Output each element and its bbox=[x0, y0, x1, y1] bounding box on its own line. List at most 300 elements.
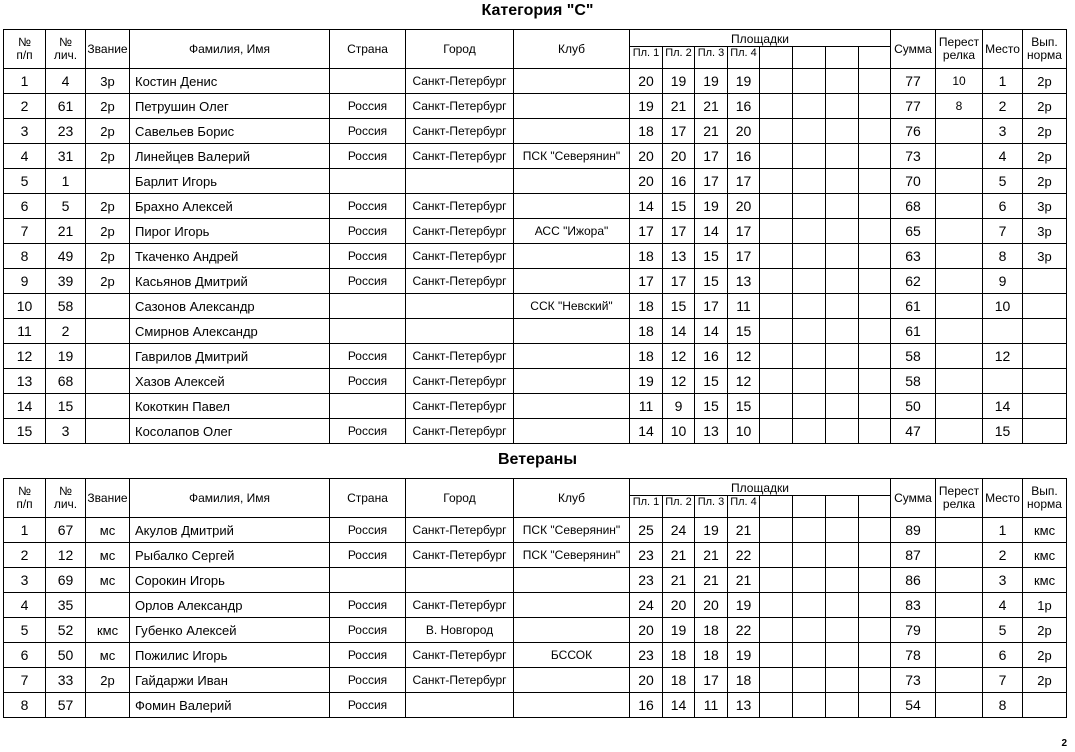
cell-site-1: 24 bbox=[630, 593, 663, 618]
cell-place: 4 bbox=[983, 593, 1023, 618]
cell-city: Санкт-Петербург bbox=[406, 69, 514, 94]
header-country: Страна bbox=[330, 30, 406, 69]
cell-city: Санкт-Петербург bbox=[406, 344, 514, 369]
cell-city: Санкт-Петербург bbox=[406, 369, 514, 394]
cell-city: Санкт-Петербург bbox=[406, 144, 514, 169]
cell-site-empty bbox=[826, 94, 859, 119]
cell-lic: 57 bbox=[46, 693, 86, 718]
cell-lic: 21 bbox=[46, 219, 86, 244]
cell-norm: 2р bbox=[1023, 119, 1067, 144]
cell-place: 12 bbox=[983, 344, 1023, 369]
header-name: Фамилия, Имя bbox=[130, 30, 330, 69]
header-rank: Звание bbox=[86, 479, 130, 518]
cell-name: Пожилис Игорь bbox=[130, 643, 330, 668]
cell-club: АСС "Ижора" bbox=[514, 219, 630, 244]
cell-site-empty bbox=[859, 319, 891, 344]
header-site-empty bbox=[760, 496, 793, 518]
cell-club: ПСК "Северянин" bbox=[514, 144, 630, 169]
cell-place: 15 bbox=[983, 419, 1023, 444]
cell-np: 1 bbox=[4, 69, 46, 94]
header-rank: Звание bbox=[86, 30, 130, 69]
cell-site-1: 23 bbox=[630, 543, 663, 568]
cell-city bbox=[406, 693, 514, 718]
table-row bbox=[4, 94, 1067, 119]
header-row bbox=[4, 30, 1067, 47]
header-site-empty bbox=[760, 47, 793, 69]
cell-name: Касьянов Дмитрий bbox=[130, 269, 330, 294]
cell-site-2: 19 bbox=[663, 69, 695, 94]
cell-site-empty bbox=[793, 518, 826, 543]
cell-site-empty bbox=[760, 319, 793, 344]
cell-site-2: 17 bbox=[663, 269, 695, 294]
cell-lic: 5 bbox=[46, 194, 86, 219]
cell-sum: 86 bbox=[891, 568, 936, 593]
section-title-veterans: Ветераны bbox=[498, 451, 577, 468]
header-site-3: Пл. 3 bbox=[695, 496, 728, 518]
cell-lic: 61 bbox=[46, 94, 86, 119]
cell-club bbox=[514, 369, 630, 394]
cell-site-empty bbox=[793, 693, 826, 718]
cell-sum: 87 bbox=[891, 543, 936, 568]
cell-name: Орлов Александр bbox=[130, 593, 330, 618]
cell-site-empty bbox=[826, 244, 859, 269]
cell-name: Фомин Валерий bbox=[130, 693, 330, 718]
cell-site-3: 15 bbox=[695, 394, 728, 419]
cell-rank bbox=[86, 169, 130, 194]
cell-site-1: 18 bbox=[630, 294, 663, 319]
cell-site-2: 16 bbox=[663, 169, 695, 194]
cell-place: 7 bbox=[983, 219, 1023, 244]
cell-site-empty bbox=[859, 244, 891, 269]
cell-country: Россия bbox=[330, 518, 406, 543]
cell-site-empty bbox=[760, 618, 793, 643]
cell-site-empty bbox=[793, 194, 826, 219]
cell-site-3: 20 bbox=[695, 593, 728, 618]
cell-np: 9 bbox=[4, 269, 46, 294]
cell-site-empty bbox=[826, 394, 859, 419]
cell-club bbox=[514, 319, 630, 344]
cell-shootoff bbox=[936, 219, 983, 244]
cell-sum: 58 bbox=[891, 344, 936, 369]
cell-sum: 77 bbox=[891, 69, 936, 94]
cell-norm bbox=[1023, 294, 1067, 319]
cell-site-empty bbox=[859, 543, 891, 568]
cell-club bbox=[514, 169, 630, 194]
cell-lic: 3 bbox=[46, 419, 86, 444]
table-row bbox=[4, 618, 1067, 643]
cell-site-1: 17 bbox=[630, 269, 663, 294]
cell-place: 2 bbox=[983, 543, 1023, 568]
cell-shootoff bbox=[936, 194, 983, 219]
cell-norm: 3р bbox=[1023, 194, 1067, 219]
cell-site-2: 14 bbox=[663, 693, 695, 718]
cell-rank bbox=[86, 319, 130, 344]
cell-club bbox=[514, 69, 630, 94]
cell-norm: 2р bbox=[1023, 69, 1067, 94]
cell-country: Россия bbox=[330, 219, 406, 244]
cell-site-empty bbox=[793, 369, 826, 394]
cell-name: Акулов Дмитрий bbox=[130, 518, 330, 543]
cell-site-empty bbox=[826, 219, 859, 244]
table-row bbox=[4, 219, 1067, 244]
cell-sum: 73 bbox=[891, 144, 936, 169]
cell-np: 3 bbox=[4, 119, 46, 144]
cell-site-1: 18 bbox=[630, 344, 663, 369]
cell-sum: 73 bbox=[891, 668, 936, 693]
cell-site-empty bbox=[826, 369, 859, 394]
cell-norm bbox=[1023, 344, 1067, 369]
cell-site-empty bbox=[760, 269, 793, 294]
cell-site-empty bbox=[859, 593, 891, 618]
cell-norm: 2р bbox=[1023, 169, 1067, 194]
cell-np: 14 bbox=[4, 394, 46, 419]
header-country: Страна bbox=[330, 479, 406, 518]
cell-city: Санкт-Петербург bbox=[406, 244, 514, 269]
cell-shootoff bbox=[936, 518, 983, 543]
cell-site-empty bbox=[793, 568, 826, 593]
cell-rank: 2р bbox=[86, 668, 130, 693]
cell-site-empty bbox=[793, 69, 826, 94]
cell-country: Россия bbox=[330, 643, 406, 668]
table-row bbox=[4, 419, 1067, 444]
cell-norm bbox=[1023, 394, 1067, 419]
cell-rank bbox=[86, 369, 130, 394]
cell-city: Санкт-Петербург bbox=[406, 194, 514, 219]
cell-norm: 2р bbox=[1023, 94, 1067, 119]
cell-site-4: 20 bbox=[728, 119, 760, 144]
cell-site-2: 21 bbox=[663, 94, 695, 119]
cell-name: Сазонов Александр bbox=[130, 294, 330, 319]
cell-site-3: 19 bbox=[695, 69, 728, 94]
table-row bbox=[4, 518, 1067, 543]
page-number: 2 bbox=[1061, 738, 1067, 749]
cell-lic: 23 bbox=[46, 119, 86, 144]
cell-site-empty bbox=[760, 94, 793, 119]
cell-name: Рыбалко Сергей bbox=[130, 543, 330, 568]
table-row bbox=[4, 643, 1067, 668]
cell-site-4: 13 bbox=[728, 693, 760, 718]
cell-country: Россия bbox=[330, 618, 406, 643]
cell-site-empty bbox=[793, 244, 826, 269]
table-row bbox=[4, 668, 1067, 693]
cell-country bbox=[330, 169, 406, 194]
cell-site-empty bbox=[826, 419, 859, 444]
cell-site-1: 18 bbox=[630, 119, 663, 144]
cell-site-empty bbox=[826, 294, 859, 319]
cell-name: Петрушин Олег bbox=[130, 94, 330, 119]
table-row bbox=[4, 394, 1067, 419]
cell-site-empty bbox=[826, 169, 859, 194]
cell-lic: 68 bbox=[46, 369, 86, 394]
cell-site-4: 12 bbox=[728, 369, 760, 394]
cell-name: Сорокин Игорь bbox=[130, 568, 330, 593]
cell-site-empty bbox=[793, 618, 826, 643]
cell-club bbox=[514, 618, 630, 643]
cell-np: 3 bbox=[4, 568, 46, 593]
cell-place: 6 bbox=[983, 194, 1023, 219]
cell-site-2: 17 bbox=[663, 119, 695, 144]
cell-site-3: 17 bbox=[695, 668, 728, 693]
cell-norm bbox=[1023, 269, 1067, 294]
cell-lic: 39 bbox=[46, 269, 86, 294]
cell-shootoff bbox=[936, 169, 983, 194]
cell-site-2: 18 bbox=[663, 643, 695, 668]
cell-shootoff bbox=[936, 244, 983, 269]
header-place: Место bbox=[983, 479, 1023, 518]
cell-site-empty bbox=[760, 568, 793, 593]
cell-norm: 3р bbox=[1023, 219, 1067, 244]
cell-city: Санкт-Петербург bbox=[406, 668, 514, 693]
header-site-empty bbox=[793, 496, 826, 518]
cell-rank: 2р bbox=[86, 269, 130, 294]
cell-sum: 61 bbox=[891, 319, 936, 344]
cell-name: Губенко Алексей bbox=[130, 618, 330, 643]
cell-country bbox=[330, 568, 406, 593]
cell-place: 1 bbox=[983, 518, 1023, 543]
cell-club bbox=[514, 668, 630, 693]
cell-country bbox=[330, 294, 406, 319]
cell-sum: 89 bbox=[891, 518, 936, 543]
cell-site-2: 15 bbox=[663, 294, 695, 319]
cell-site-1: 23 bbox=[630, 568, 663, 593]
cell-site-4: 17 bbox=[728, 219, 760, 244]
cell-norm: 2р bbox=[1023, 144, 1067, 169]
cell-rank: мс bbox=[86, 543, 130, 568]
cell-site-4: 10 bbox=[728, 419, 760, 444]
header-shootoff: Перест релка bbox=[936, 479, 983, 518]
cell-shootoff bbox=[936, 693, 983, 718]
header-site-1: Пл. 1 bbox=[630, 47, 663, 69]
cell-site-1: 20 bbox=[630, 69, 663, 94]
cell-shootoff bbox=[936, 543, 983, 568]
cell-club bbox=[514, 693, 630, 718]
section-title-category-c: Категория "С" bbox=[481, 2, 594, 19]
cell-site-1: 19 bbox=[630, 94, 663, 119]
cell-site-empty bbox=[859, 269, 891, 294]
cell-site-4: 16 bbox=[728, 144, 760, 169]
header-club: Клуб bbox=[514, 30, 630, 69]
cell-club bbox=[514, 269, 630, 294]
cell-place: 3 bbox=[983, 568, 1023, 593]
cell-np: 8 bbox=[4, 244, 46, 269]
cell-city: Санкт-Петербург bbox=[406, 394, 514, 419]
cell-country: Россия bbox=[330, 593, 406, 618]
cell-rank: мс bbox=[86, 643, 130, 668]
cell-lic: 49 bbox=[46, 244, 86, 269]
header-np: № п/п bbox=[4, 479, 46, 518]
header-sum: Сумма bbox=[891, 30, 936, 69]
cell-shootoff bbox=[936, 369, 983, 394]
cell-country: Россия bbox=[330, 94, 406, 119]
cell-name: Смирнов Александр bbox=[130, 319, 330, 344]
cell-site-empty bbox=[859, 69, 891, 94]
cell-city: Санкт-Петербург bbox=[406, 543, 514, 568]
cell-sum: 78 bbox=[891, 643, 936, 668]
cell-name: Косолапов Олег bbox=[130, 419, 330, 444]
cell-rank bbox=[86, 419, 130, 444]
cell-np: 7 bbox=[4, 668, 46, 693]
cell-site-2: 15 bbox=[663, 194, 695, 219]
cell-site-3: 15 bbox=[695, 369, 728, 394]
cell-site-empty bbox=[859, 294, 891, 319]
cell-club bbox=[514, 593, 630, 618]
cell-site-4: 13 bbox=[728, 269, 760, 294]
cell-name: Гайдаржи Иван bbox=[130, 668, 330, 693]
cell-site-3: 14 bbox=[695, 319, 728, 344]
cell-rank: 2р bbox=[86, 94, 130, 119]
cell-rank: 2р bbox=[86, 244, 130, 269]
cell-place bbox=[983, 369, 1023, 394]
cell-shootoff bbox=[936, 344, 983, 369]
cell-site-1: 17 bbox=[630, 219, 663, 244]
cell-place: 5 bbox=[983, 169, 1023, 194]
cell-np: 13 bbox=[4, 369, 46, 394]
cell-norm bbox=[1023, 693, 1067, 718]
cell-place: 7 bbox=[983, 668, 1023, 693]
cell-place: 14 bbox=[983, 394, 1023, 419]
cell-site-1: 20 bbox=[630, 144, 663, 169]
cell-norm: кмс bbox=[1023, 568, 1067, 593]
cell-site-2: 20 bbox=[663, 593, 695, 618]
cell-site-empty bbox=[760, 518, 793, 543]
cell-lic: 19 bbox=[46, 344, 86, 369]
cell-shootoff bbox=[936, 294, 983, 319]
cell-norm bbox=[1023, 369, 1067, 394]
cell-site-2: 10 bbox=[663, 419, 695, 444]
cell-site-empty bbox=[826, 269, 859, 294]
cell-country: Россия bbox=[330, 543, 406, 568]
cell-site-4: 11 bbox=[728, 294, 760, 319]
cell-rank: 2р bbox=[86, 144, 130, 169]
cell-site-empty bbox=[826, 344, 859, 369]
cell-site-3: 16 bbox=[695, 344, 728, 369]
cell-club bbox=[514, 394, 630, 419]
cell-club bbox=[514, 194, 630, 219]
cell-city: Санкт-Петербург bbox=[406, 219, 514, 244]
cell-site-2: 21 bbox=[663, 568, 695, 593]
cell-rank bbox=[86, 394, 130, 419]
cell-shootoff bbox=[936, 668, 983, 693]
cell-rank: 2р bbox=[86, 219, 130, 244]
cell-site-empty bbox=[793, 643, 826, 668]
cell-np: 2 bbox=[4, 543, 46, 568]
cell-city bbox=[406, 294, 514, 319]
cell-sum: 68 bbox=[891, 194, 936, 219]
cell-np: 7 bbox=[4, 219, 46, 244]
cell-site-4: 15 bbox=[728, 394, 760, 419]
cell-site-4: 21 bbox=[728, 518, 760, 543]
cell-city: Санкт-Петербург bbox=[406, 269, 514, 294]
cell-site-empty bbox=[793, 294, 826, 319]
table-row bbox=[4, 194, 1067, 219]
cell-sum: 70 bbox=[891, 169, 936, 194]
cell-site-3: 21 bbox=[695, 543, 728, 568]
cell-city: Санкт-Петербург bbox=[406, 119, 514, 144]
cell-site-empty bbox=[859, 668, 891, 693]
cell-club: БССОК bbox=[514, 643, 630, 668]
cell-country: Россия bbox=[330, 344, 406, 369]
header-city: Город bbox=[406, 30, 514, 69]
header-sites: Площадки bbox=[630, 30, 891, 47]
cell-site-empty bbox=[826, 568, 859, 593]
table-row bbox=[4, 543, 1067, 568]
cell-city: Санкт-Петербург bbox=[406, 94, 514, 119]
cell-site-empty bbox=[793, 394, 826, 419]
cell-site-empty bbox=[859, 568, 891, 593]
cell-norm: кмс bbox=[1023, 518, 1067, 543]
cell-site-3: 15 bbox=[695, 244, 728, 269]
cell-site-1: 11 bbox=[630, 394, 663, 419]
table-row bbox=[4, 369, 1067, 394]
cell-site-4: 20 bbox=[728, 194, 760, 219]
cell-site-1: 25 bbox=[630, 518, 663, 543]
cell-sum: 76 bbox=[891, 119, 936, 144]
cell-place bbox=[983, 319, 1023, 344]
cell-site-empty bbox=[859, 344, 891, 369]
header-site-3: Пл. 3 bbox=[695, 47, 728, 69]
table-row bbox=[4, 119, 1067, 144]
cell-country bbox=[330, 394, 406, 419]
cell-norm bbox=[1023, 319, 1067, 344]
cell-norm: кмс bbox=[1023, 543, 1067, 568]
table-row bbox=[4, 69, 1067, 94]
cell-site-3: 19 bbox=[695, 518, 728, 543]
cell-country: Россия bbox=[330, 194, 406, 219]
header-site-empty bbox=[826, 496, 859, 518]
cell-np: 5 bbox=[4, 618, 46, 643]
cell-site-3: 17 bbox=[695, 169, 728, 194]
cell-site-empty bbox=[826, 194, 859, 219]
results-table-veterans bbox=[3, 478, 1067, 718]
table-row bbox=[4, 269, 1067, 294]
cell-site-empty bbox=[760, 144, 793, 169]
cell-name: Хазов Алексей bbox=[130, 369, 330, 394]
cell-site-empty bbox=[859, 643, 891, 668]
cell-country bbox=[330, 319, 406, 344]
cell-name: Ткаченко Андрей bbox=[130, 244, 330, 269]
cell-rank: мс bbox=[86, 568, 130, 593]
cell-site-empty bbox=[826, 319, 859, 344]
cell-site-empty bbox=[793, 344, 826, 369]
cell-club bbox=[514, 94, 630, 119]
cell-club: ПСК "Северянин" bbox=[514, 518, 630, 543]
cell-norm: 2р bbox=[1023, 643, 1067, 668]
cell-place: 3 bbox=[983, 119, 1023, 144]
cell-site-2: 18 bbox=[663, 668, 695, 693]
cell-np: 15 bbox=[4, 419, 46, 444]
cell-rank bbox=[86, 344, 130, 369]
header-name: Фамилия, Имя bbox=[130, 479, 330, 518]
header-site-empty bbox=[859, 496, 891, 518]
results-table-category-c bbox=[3, 29, 1067, 444]
cell-site-empty bbox=[760, 593, 793, 618]
cell-site-empty bbox=[793, 319, 826, 344]
cell-site-empty bbox=[760, 69, 793, 94]
cell-site-empty bbox=[859, 119, 891, 144]
cell-site-empty bbox=[793, 169, 826, 194]
cell-place: 2 bbox=[983, 94, 1023, 119]
cell-lic: 58 bbox=[46, 294, 86, 319]
cell-site-2: 24 bbox=[663, 518, 695, 543]
cell-site-2: 13 bbox=[663, 244, 695, 269]
cell-site-empty bbox=[793, 269, 826, 294]
cell-norm bbox=[1023, 419, 1067, 444]
cell-np: 4 bbox=[4, 144, 46, 169]
cell-city: Санкт-Петербург bbox=[406, 419, 514, 444]
cell-site-4: 22 bbox=[728, 618, 760, 643]
cell-rank: кмс bbox=[86, 618, 130, 643]
cell-site-empty bbox=[793, 219, 826, 244]
